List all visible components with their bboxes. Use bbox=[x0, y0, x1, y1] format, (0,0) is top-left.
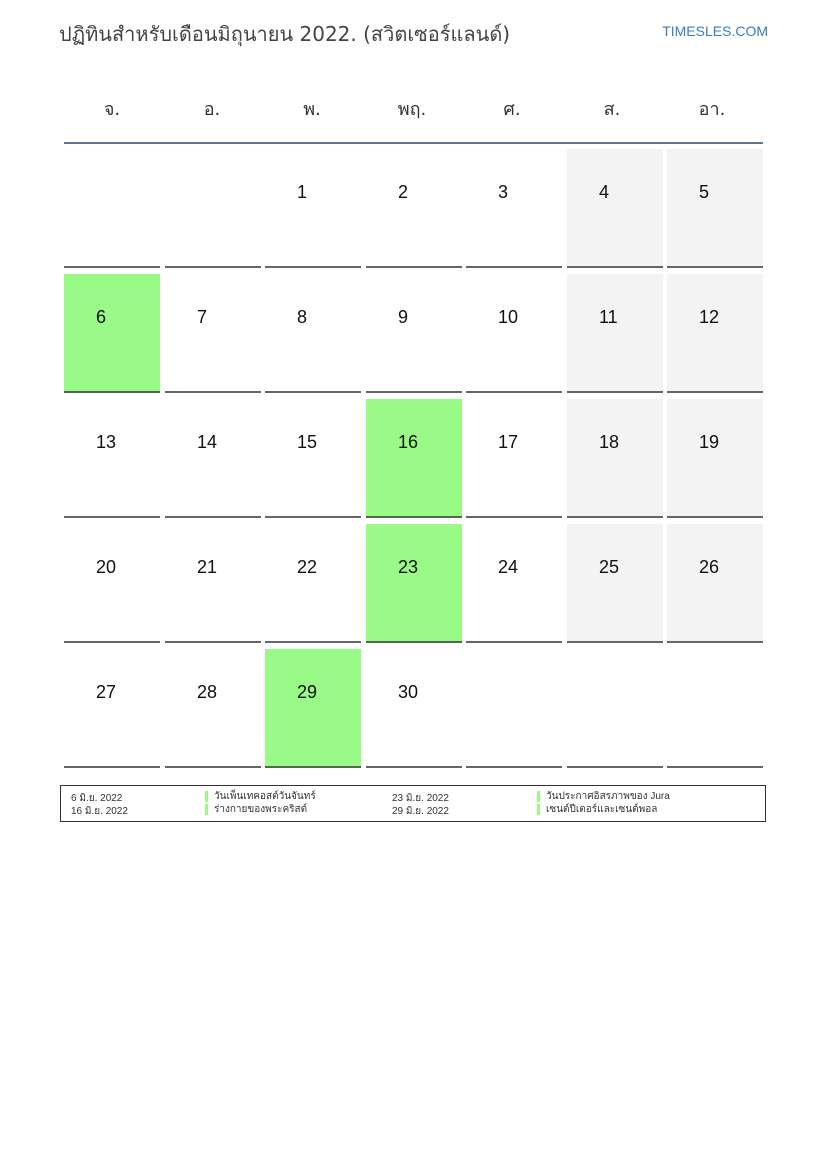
day-number: 26 bbox=[699, 557, 720, 577]
calendar-day-cell[interactable] bbox=[366, 274, 462, 393]
calendar-day-cell[interactable] bbox=[265, 399, 361, 518]
page-title: ปฏิทินสำหรับเดือนมิถุนายน 2022. (สวิตเซอร์แลนด์) bbox=[59, 22, 511, 46]
day-number: 17 bbox=[498, 432, 519, 452]
day-number: 3 bbox=[498, 182, 509, 202]
day-number: 2 bbox=[398, 182, 409, 202]
weekday-wed: พ. bbox=[303, 99, 321, 120]
day-number: 14 bbox=[197, 432, 218, 452]
brand-link[interactable]: TIMESLES.COM bbox=[662, 23, 768, 39]
calendar-day-cell[interactable] bbox=[567, 149, 663, 268]
calendar-day-cell[interactable] bbox=[567, 274, 663, 393]
legend-date: 16 มิ.ย. 2022 bbox=[71, 806, 128, 817]
calendar-day-cell[interactable] bbox=[466, 399, 562, 518]
calendar-day-cell[interactable] bbox=[366, 399, 462, 518]
calendar-empty-cell bbox=[667, 649, 763, 768]
legend-holiday-name: เซนต์ปีเตอร์และเซนต์พอล bbox=[537, 804, 657, 815]
legend-date: 6 มิ.ย. 2022 bbox=[71, 793, 123, 804]
legend-date: 23 มิ.ย. 2022 bbox=[392, 793, 449, 804]
calendar-day-cell[interactable] bbox=[165, 399, 261, 518]
calendar-day-cell[interactable] bbox=[667, 149, 763, 268]
day-number: 30 bbox=[398, 682, 419, 702]
calendar-empty-cell bbox=[64, 149, 160, 268]
calendar-day-cell[interactable] bbox=[366, 649, 462, 768]
calendar-day-cell[interactable] bbox=[165, 649, 261, 768]
calendar-empty-cell bbox=[466, 649, 562, 768]
day-number: 25 bbox=[599, 557, 620, 577]
holiday-legend bbox=[60, 785, 766, 822]
day-number: 20 bbox=[96, 557, 117, 577]
day-number: 13 bbox=[96, 432, 117, 452]
day-number: 15 bbox=[297, 432, 318, 452]
day-number: 4 bbox=[599, 182, 610, 202]
weekday-sun: อา. bbox=[698, 99, 726, 120]
calendar-day-cell[interactable] bbox=[64, 524, 160, 643]
calendar-day-cell[interactable] bbox=[265, 649, 361, 768]
legend-holiday-name: วันเพ็นเทคอสต์วันจันทร์ bbox=[205, 791, 316, 802]
day-number: 16 bbox=[398, 432, 419, 452]
calendar-empty-cell bbox=[165, 149, 261, 268]
day-number: 21 bbox=[197, 557, 218, 577]
day-number: 18 bbox=[599, 432, 620, 452]
calendar-day-cell[interactable] bbox=[567, 524, 663, 643]
calendar-day-cell[interactable] bbox=[667, 399, 763, 518]
day-number: 19 bbox=[699, 432, 720, 452]
calendar-day-cell[interactable] bbox=[667, 274, 763, 393]
calendar-day-cell[interactable] bbox=[265, 274, 361, 393]
legend-holiday-name: ร่างกายของพระคริสต์ bbox=[205, 804, 307, 815]
day-number: 6 bbox=[96, 307, 107, 327]
weekday-sat: ส. bbox=[603, 99, 621, 120]
calendar-day-cell[interactable] bbox=[265, 524, 361, 643]
day-number: 28 bbox=[197, 682, 218, 702]
calendar-day-cell[interactable] bbox=[265, 149, 361, 268]
weekday-mon: จ. bbox=[103, 99, 121, 120]
calendar-day-cell[interactable] bbox=[466, 274, 562, 393]
calendar-day-cell[interactable] bbox=[165, 524, 261, 643]
calendar-day-cell[interactable] bbox=[667, 524, 763, 643]
calendar-day-cell[interactable] bbox=[64, 649, 160, 768]
calendar-empty-cell bbox=[567, 649, 663, 768]
day-number: 22 bbox=[297, 557, 318, 577]
calendar-day-cell[interactable] bbox=[64, 399, 160, 518]
day-number: 23 bbox=[398, 557, 419, 577]
day-number: 7 bbox=[197, 307, 208, 327]
weekday-tue: อ. bbox=[203, 99, 221, 120]
day-number: 1 bbox=[297, 182, 308, 202]
day-number: 11 bbox=[599, 307, 618, 327]
day-number: 10 bbox=[498, 307, 519, 327]
day-number: 24 bbox=[498, 557, 519, 577]
calendar-day-cell[interactable] bbox=[466, 149, 562, 268]
day-number: 12 bbox=[699, 307, 720, 327]
calendar-day-cell[interactable] bbox=[64, 274, 160, 393]
header-divider bbox=[64, 142, 763, 144]
calendar-day-cell[interactable] bbox=[366, 149, 462, 268]
calendar-day-cell[interactable] bbox=[567, 399, 663, 518]
legend-date: 29 มิ.ย. 2022 bbox=[392, 806, 449, 817]
day-number: 27 bbox=[96, 682, 117, 702]
weekday-fri: ศ. bbox=[503, 99, 521, 120]
weekday-thu: พฤ. bbox=[397, 99, 427, 120]
day-number: 29 bbox=[297, 682, 318, 702]
calendar-day-cell[interactable] bbox=[165, 274, 261, 393]
weekday-header-row bbox=[62, 82, 764, 142]
day-number: 5 bbox=[699, 182, 710, 202]
calendar-day-cell[interactable] bbox=[466, 524, 562, 643]
day-number: 9 bbox=[398, 307, 409, 327]
calendar-day-cell[interactable] bbox=[366, 524, 462, 643]
legend-holiday-name: วันประกาศอิสรภาพของ Jura bbox=[537, 791, 670, 802]
day-number: 8 bbox=[297, 307, 308, 327]
